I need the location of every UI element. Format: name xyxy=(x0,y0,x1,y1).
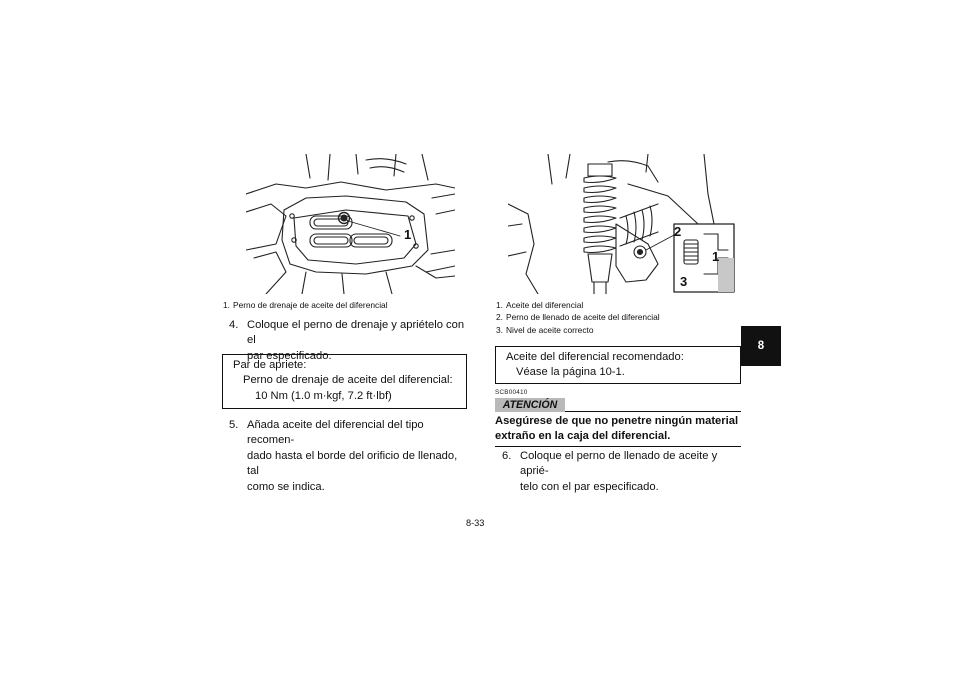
caption-item: 2. Perno de llenado de aceite del diferencial xyxy=(496,312,660,323)
step-4: 4. Coloque el perno de drenaje y apriételo con el par especificado. xyxy=(229,319,465,362)
page-number: 8-33 xyxy=(466,518,485,528)
notice-bottom-rule xyxy=(495,446,741,447)
differential-illustration xyxy=(508,154,736,294)
caption-item: 1. Perno de drenaje de aceite del diferencial xyxy=(223,300,388,310)
notice-code: SCB00410 xyxy=(495,389,528,396)
step-5: 5. Añada aceite del diferencial del tipo recomen- dado hasta el borde del orificio de llenado, tal como se indica. xyxy=(229,419,458,493)
notice-header xyxy=(495,398,741,412)
notice-label: ATENCIÓN xyxy=(495,398,565,412)
chapter-tab: 8 xyxy=(741,326,781,366)
callout-3: 3 xyxy=(680,274,688,289)
caption-item: 1. Aceite del diferencial xyxy=(496,300,584,310)
callout-1: 1 xyxy=(404,227,412,242)
notice-header-rule xyxy=(565,411,741,412)
step-6: 6. Coloque el perno de llenado de aceite y aprié- telo con el par especificado. xyxy=(502,450,718,493)
right-figure-caption xyxy=(496,299,660,336)
caption-item: 3. Nivel de aceite correcto xyxy=(496,324,594,335)
notice-text: Asegúrese de que no penetre ningún material extraño en la caja del diferencial. xyxy=(495,415,739,443)
drain-bolt-illustration xyxy=(246,154,455,294)
torque-spec-box: Par de apriete: Perno de drenaje de aceite del diferencial: 10 Nm (1.0 m·kgf, 7.2 ft·lbf) xyxy=(222,354,467,409)
callout-2: 2 xyxy=(674,224,682,239)
callout-1: 1 xyxy=(712,249,720,264)
oil-spec-box: Aceite del diferencial recomendado: Véase la página 10-1. xyxy=(495,346,741,384)
left-figure-caption xyxy=(223,299,388,311)
